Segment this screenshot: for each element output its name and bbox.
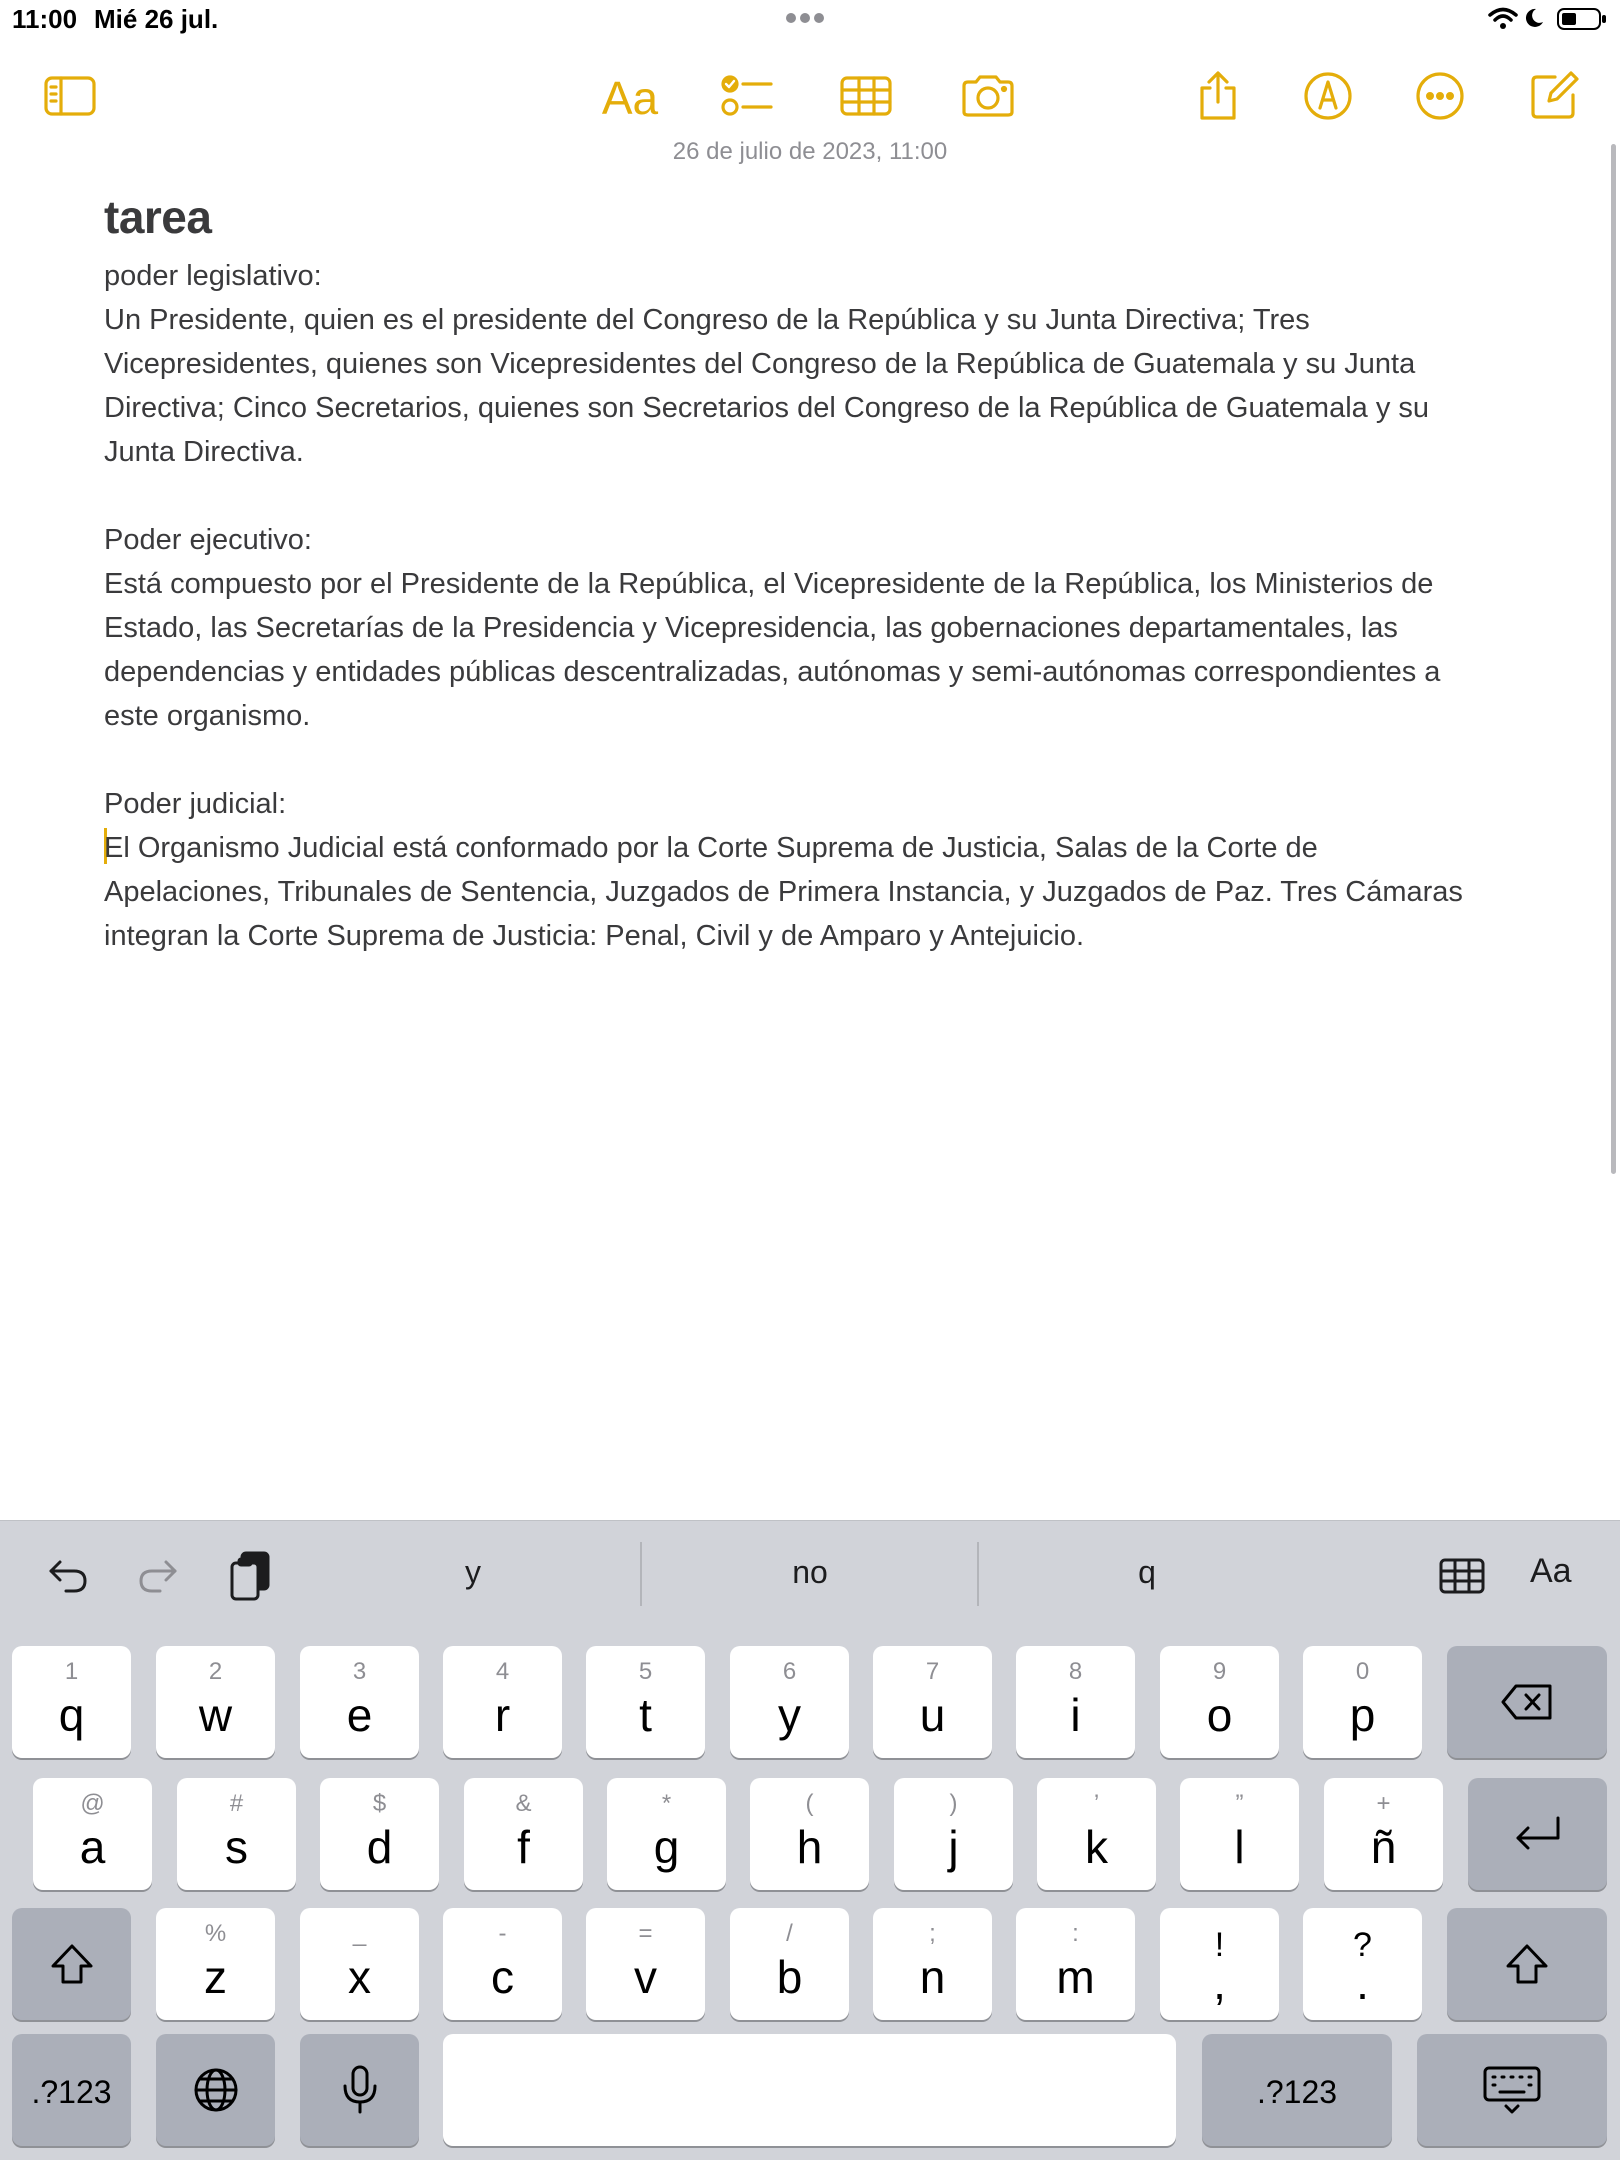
dictation-key[interactable] (300, 2034, 419, 2146)
checklist-icon (721, 72, 775, 125)
delete-backward-icon (1447, 1646, 1607, 1758)
numbers-right-key[interactable]: .?123 (1202, 2034, 1392, 2146)
key-u[interactable]: 7 u (873, 1646, 992, 1758)
note-heading-ejecutivo[interactable]: Poder ejecutivo: (104, 524, 312, 556)
sidebar-toggle-button[interactable] (38, 66, 102, 130)
key-x[interactable]: _ x (300, 1908, 419, 2020)
table-icon (1439, 1558, 1485, 1599)
shift-right-key[interactable] (1447, 1908, 1607, 2020)
key-z[interactable]: % z (156, 1908, 275, 2020)
markup-button[interactable] (1296, 66, 1360, 130)
camera-icon (960, 74, 1016, 123)
table-button[interactable] (834, 66, 898, 130)
suggestion-2[interactable]: no (792, 1554, 828, 1590)
note-paragraph-judicial[interactable]: El Organismo Judicial está conformado por la Corte Suprema de Justicia, Salas de la Corte de Apelaciones, Tribunales de Sentencia, Juzgados de Primera Instancia, y Juzgados de Paz. Tres Cámaras integran la Corte Suprema de Justicia: Penal, Civil y de Amparo y Antejuicio. (104, 832, 1463, 952)
multitasking-dots-icon[interactable] (786, 10, 832, 28)
key-w[interactable]: 2 w (156, 1646, 275, 1758)
suggestion-1[interactable]: y (465, 1554, 481, 1590)
space-key[interactable] (443, 2034, 1176, 2146)
numbers-left-key[interactable]: .?123 (12, 2034, 131, 2146)
note-paragraph-ejecutivo[interactable]: Está compuesto por el Presidente de la República, el Vicepresidente de la República, los Ministerios de Estado, las Secretarías de la Presidencia y Vicepresidencia, las gobernaciones departamentales, las dependencias y entidades públicas descentralizadas, autónomas y semi-autónomas correspondientes a este organismo. (104, 568, 1441, 732)
key-c[interactable]: - c (443, 1908, 562, 2020)
key-g[interactable]: * g (607, 1778, 726, 1890)
key-l[interactable]: ” l (1180, 1778, 1299, 1890)
key-t[interactable]: 5 t (586, 1646, 705, 1758)
undo-button[interactable] (38, 1548, 98, 1608)
key-v[interactable]: = v (586, 1908, 705, 2020)
note-date: 26 de julio de 2023, 11:00 (672, 138, 948, 165)
suggestion-3[interactable]: q (1138, 1554, 1156, 1590)
key-h[interactable]: ( h (750, 1778, 869, 1890)
key-b[interactable]: / b (730, 1908, 849, 2020)
key-period[interactable]: ? . (1303, 1908, 1422, 2020)
status-date: Mié 26 jul. (94, 4, 219, 34)
note-paragraph-legislativo[interactable]: Un Presidente, quien es el presidente del Congreso de la República y su Junta Directiva; Tres Vicepresidentes, quienes son Vicepresidentes del Congreso de la República de Guatemala y su Junta Directiva; Cinco Secretarios, quienes son Secretarios del Congreso de la República de Guatemala y su Junta Directiva. (104, 304, 1430, 468)
key-a[interactable]: @ a (33, 1778, 152, 1890)
note-heading-judicial[interactable]: Poder judicial: (104, 788, 287, 820)
delete-key[interactable] (1447, 1646, 1607, 1758)
wifi-icon (1488, 6, 1518, 35)
keyboard-dismiss-icon (1417, 2034, 1607, 2146)
markup-icon (1302, 70, 1354, 127)
checklist-button[interactable] (716, 66, 780, 130)
key-o[interactable]: 9 o (1160, 1646, 1279, 1758)
return-key[interactable] (1468, 1778, 1607, 1890)
key-n[interactable]: ; n (873, 1908, 992, 2020)
clipboard-icon (228, 1549, 272, 1608)
key-i[interactable]: 8 i (1016, 1646, 1135, 1758)
on-screen-keyboard (0, 1520, 1620, 2160)
key-f[interactable]: & f (464, 1778, 583, 1890)
compose-icon (1529, 71, 1579, 126)
paste-button[interactable] (220, 1548, 280, 1608)
microphone-icon (300, 2034, 419, 2146)
undo-icon (46, 1556, 90, 1601)
globe-key[interactable] (156, 2034, 275, 2146)
shift-left-key[interactable] (12, 1908, 131, 2020)
battery-icon (1556, 6, 1608, 37)
note-title[interactable]: tarea (104, 191, 212, 243)
moon-icon (1522, 6, 1546, 35)
redo-button[interactable] (128, 1548, 188, 1608)
hide-keyboard-key[interactable] (1417, 2034, 1607, 2146)
key-m[interactable]: : m (1016, 1908, 1135, 2020)
return-icon (1468, 1778, 1607, 1890)
key-e[interactable]: 3 e (300, 1646, 419, 1758)
key-k[interactable]: ’ k (1037, 1778, 1156, 1890)
more-button[interactable] (1408, 66, 1472, 130)
camera-button[interactable] (956, 66, 1020, 130)
redo-icon (136, 1556, 180, 1601)
shift-icon (12, 1908, 131, 2020)
share-icon (1196, 70, 1240, 127)
share-button[interactable] (1186, 66, 1250, 130)
key-p[interactable]: 0 p (1303, 1646, 1422, 1758)
sidebar-icon (43, 75, 97, 122)
compose-button[interactable] (1522, 66, 1586, 130)
key-d[interactable]: $ d (320, 1778, 439, 1890)
status-time: 11:00 (12, 4, 78, 34)
note-toolbar (0, 52, 1620, 132)
key-y[interactable]: 6 y (730, 1646, 849, 1758)
key-s[interactable]: # s (177, 1778, 296, 1890)
note-paragraph-judicial-wrap[interactable] (104, 826, 1484, 958)
vertical-scrollbar[interactable] (1611, 144, 1616, 1174)
format-label: Aa (601, 72, 659, 124)
shift-icon (1447, 1908, 1607, 2020)
keyboard-table-button[interactable] (1432, 1548, 1492, 1608)
note-body[interactable] (104, 190, 1484, 958)
key-r[interactable]: 4 r (443, 1646, 562, 1758)
note-heading-legislativo[interactable]: poder legislativo: (104, 260, 322, 292)
more-icon (1414, 70, 1466, 127)
key-q[interactable]: 1 q (12, 1646, 131, 1758)
keyboard-format-button[interactable]: Aa (1530, 1552, 1572, 1590)
format-button[interactable] (598, 66, 662, 130)
table-icon (839, 75, 893, 122)
key-enye[interactable]: + ñ (1324, 1778, 1443, 1890)
key-comma[interactable]: ! , (1160, 1908, 1279, 2020)
status-bar (0, 0, 1620, 40)
globe-icon (156, 2034, 275, 2146)
key-j[interactable]: ) j (894, 1778, 1013, 1890)
keyboard-shortcut-bar (0, 1520, 1620, 1630)
